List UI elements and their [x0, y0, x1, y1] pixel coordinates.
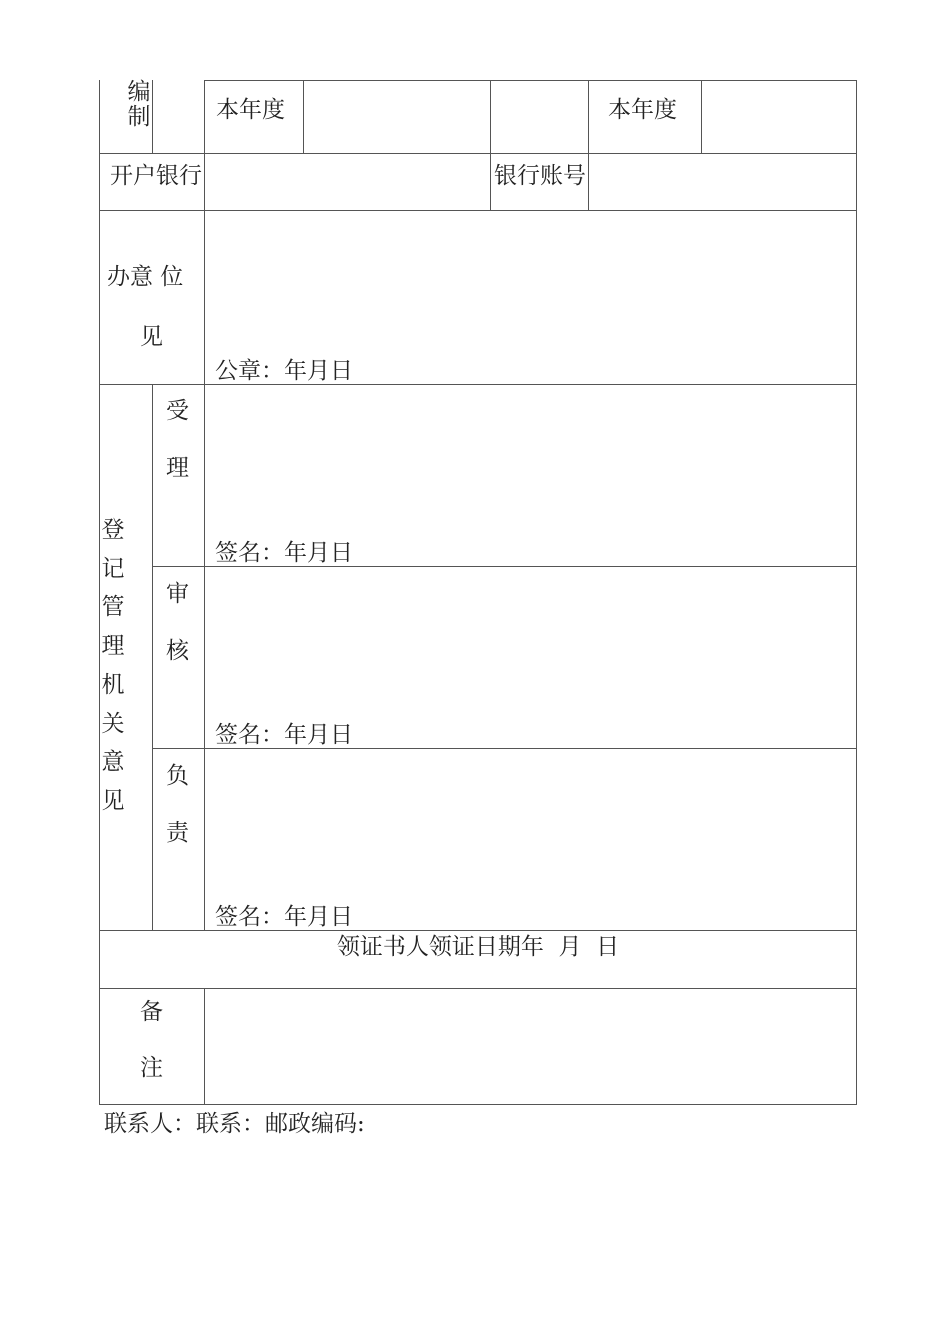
table-line: [204, 80, 205, 384]
table-line: [152, 566, 857, 567]
table-line: [152, 384, 153, 930]
current-year-label-1: 本年度: [216, 97, 285, 123]
table-line: [204, 384, 205, 930]
seal-date-line: 公章：年月日: [215, 358, 353, 384]
table-line: [99, 988, 857, 989]
unit-opinion-label-2: 见: [140, 324, 163, 350]
table-line: [152, 80, 153, 153]
table-line: [99, 210, 857, 211]
table-line: [99, 930, 857, 931]
table-line: [99, 384, 857, 385]
bank-label-text: 开户银行: [110, 163, 202, 189]
current-year-label-2: 本年度: [608, 97, 677, 123]
responsible-sign-line: 签名：年月日: [215, 904, 353, 930]
table-line: [303, 80, 304, 153]
review-label-1: 审: [166, 581, 189, 607]
bank-label: [100, 163, 204, 210]
table-line: [204, 988, 205, 1104]
accept-label-2: 理: [166, 455, 189, 481]
table-line: [701, 80, 702, 153]
review-label-2: 核: [166, 638, 189, 664]
table-line: [588, 80, 589, 210]
account-label: [491, 163, 588, 210]
remarks-label-1: 备: [140, 999, 163, 1025]
registry-authority-label: 登记管理机关意见: [101, 517, 125, 814]
compile-label: 编制: [127, 79, 151, 130]
table-line: [152, 748, 857, 749]
table-line: [856, 80, 857, 1105]
table-line: [99, 1104, 857, 1105]
contact-footer: 联系人：联系：邮政编码:: [104, 1111, 365, 1137]
accept-label-1: 受: [166, 398, 189, 424]
unit-opinion-label: 办意 位: [107, 264, 184, 290]
responsible-label-1: 负: [166, 763, 189, 789]
accept-sign-line: 签名：年月日: [215, 540, 353, 566]
responsible-label-2: 责: [166, 820, 189, 846]
review-sign-line: 签名：年月日: [215, 722, 353, 748]
certificate-receipt-line: 领证书人领证日期年 月 日: [336, 934, 620, 960]
remarks-label-2: 注: [140, 1055, 163, 1081]
account-label-text: 银行账号: [494, 163, 586, 189]
table-line: [99, 153, 857, 154]
